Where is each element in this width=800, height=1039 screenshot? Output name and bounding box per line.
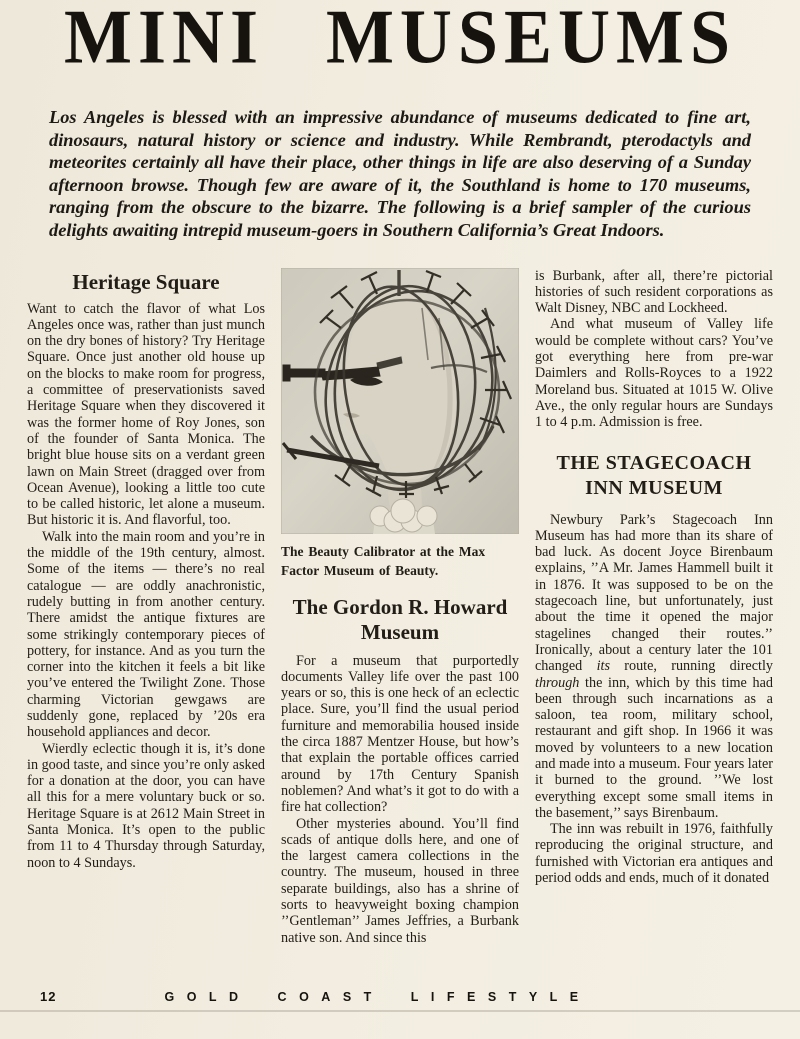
page-bottom-shadow [0,1010,800,1012]
stagecoach-text-b: route, running directly [609,658,773,675]
valley-cars-paragraph: And what museum of Valley life would be complete without cars? You’ve got everything here from pre-war Daimlers and Rolls-Royces to a 1922 Moreland bus. Situated at 1015 W. Olive Ave., the only regular hours are Sundays 1 to 4 p.m. Admission is free. [535,316,773,431]
gordon-paragraph-2: Other mysteries abound. You’ll find scads of antique dolls here, and one of the largest camera collections in the country. The museum, housed in three separate buildings, also has a shrine of sorts to heavyweight boxing champion ’’Gentleman’’ James Jeffries, a Burbank native son. And since this [281,815,519,946]
page-number: 12 [40,989,57,1004]
stagecoach-italic-through: through [535,674,580,691]
stagecoach-paragraph-1 [535,512,773,822]
heading-stagecoach-inn: THE STAGECOACH INN MUSEUM [556,451,752,499]
heritage-paragraph-3: Wierdly eclectic though it is, it’s done in good taste, and since you’re only asked for a donation at the door, you can have all this for a mere voluntary buck or so. Heritage Square is at 2612 Main Street in Santa Monica. It’s open to the public from 11 to 4 Thursday through Saturday, noon to 4 Sundays. [27,740,265,871]
column-right [535,268,773,946]
heritage-paragraph-2: Walk into the main room and you’re in the middle of the 19th century, almost. Some of the items — there’s no real catalogue — are oddly anachronistic, rudely butting in from another century. There amidst the antique fixtures are some strikingly contemporary pieces of pottery, for instance. And as you turn the corner into the kitchen it feels a bit like you’ve entered the Twilight Zone. Those charming Victorian gewgaws are suddenly gone, replaced by ’20s era household appliances and decor. [27,528,265,741]
page-title: MINI MUSEUMS [63,0,736,80]
beauty-calibrator-photo [281,268,519,534]
heading-gordon-howard: The Gordon R. Howard Museum [292,594,508,644]
article-columns [0,268,800,946]
column-left [27,268,265,946]
page-footer [40,989,772,1004]
stagecoach-text-a: Newbury Park’s Stagecoach Inn Museum has had more than its share of bad luck. As docent Joyce Birenbaum explains, ’’A Mr. James Hammell built it in 1876. It was supposed to be on the stagecoach line, but unfortunately, just about the time it opened the major stagelines changed their routes.’’ Ironically, about a century later the 101 changed [535,511,773,675]
gordon-continuation-paragraph: is Burbank, after all, there’re pictorial histories of such resident corporations as Walt Disney, NBC and Lockheed. [535,267,773,317]
heading-heritage-square: Heritage Square [72,269,220,294]
heritage-paragraph-1: Want to catch the flavor of what Los Angeles once was, rather than just munch on the dry bones of history? Try Heritage Square. Once just another old house up on the blocks to make room for progress, a committee of preservationists saved Heritage Square when they discovered it was the former home of Roy Jones, son of the founder of Santa Monica. The bright blue house sits on a verdant green lawn on Main Street (dragged over from Ocean Avenue), looking a little too cute to be called historic, let alone a museum. But historic it is. And flavorful, too. [27,300,265,529]
photo-caption: The Beauty Calibrator at the Max Factor Museum of Beauty. [281,543,486,578]
intro-paragraph: Los Angeles is blessed with an impressive abundance of museums dedicated to fine art, dinosaurs, natural history or science and industry. While Rembrandt, pterodactyls and meteorites certainly all have their place, other things in life are also deserving of a Sunday afternoon browse. Though few are aware of it, the Southland is home to 170 museums, ranging from the obscure to the bizarre. The following is a brief sampler of the curious delights awaiting intrepid museum-goers in Southern California’s Great Indoors. [49,107,751,240]
magazine-name: GOLD COAST LIFESTYLE [164,990,591,1004]
column-middle [281,268,519,946]
gordon-paragraph-1: For a museum that purportedly documents Valley life over the past 100 years or so, this is one heck of an eclectic place. Sure, you’ll find the usual period furniture and memorabilia housed inside the circa 1887 Mentzer House, but how’s that explain the portable offices carried around by 17th Century Spanish noblemen? And what’s it got to do with a fire hat collection? [281,652,519,816]
stagecoach-paragraph-2: The inn was rebuilt in 1976, faithfully reproducing the original structure, and furnished with Victorian era antiques and period odds and ends, much of it donated [535,821,773,887]
stagecoach-italic-its: its [596,658,610,675]
stagecoach-text-c: the inn, which by this time had been through such incarnations as a saloon, tea room, military school, restaurant and gift shop. In 1966 it was moved by volunteers to a new location and made into a museum. Four years later it burned to the ground. ’’We lost everything except some small items in the basement,’’ says Birenbaum. [535,674,773,821]
